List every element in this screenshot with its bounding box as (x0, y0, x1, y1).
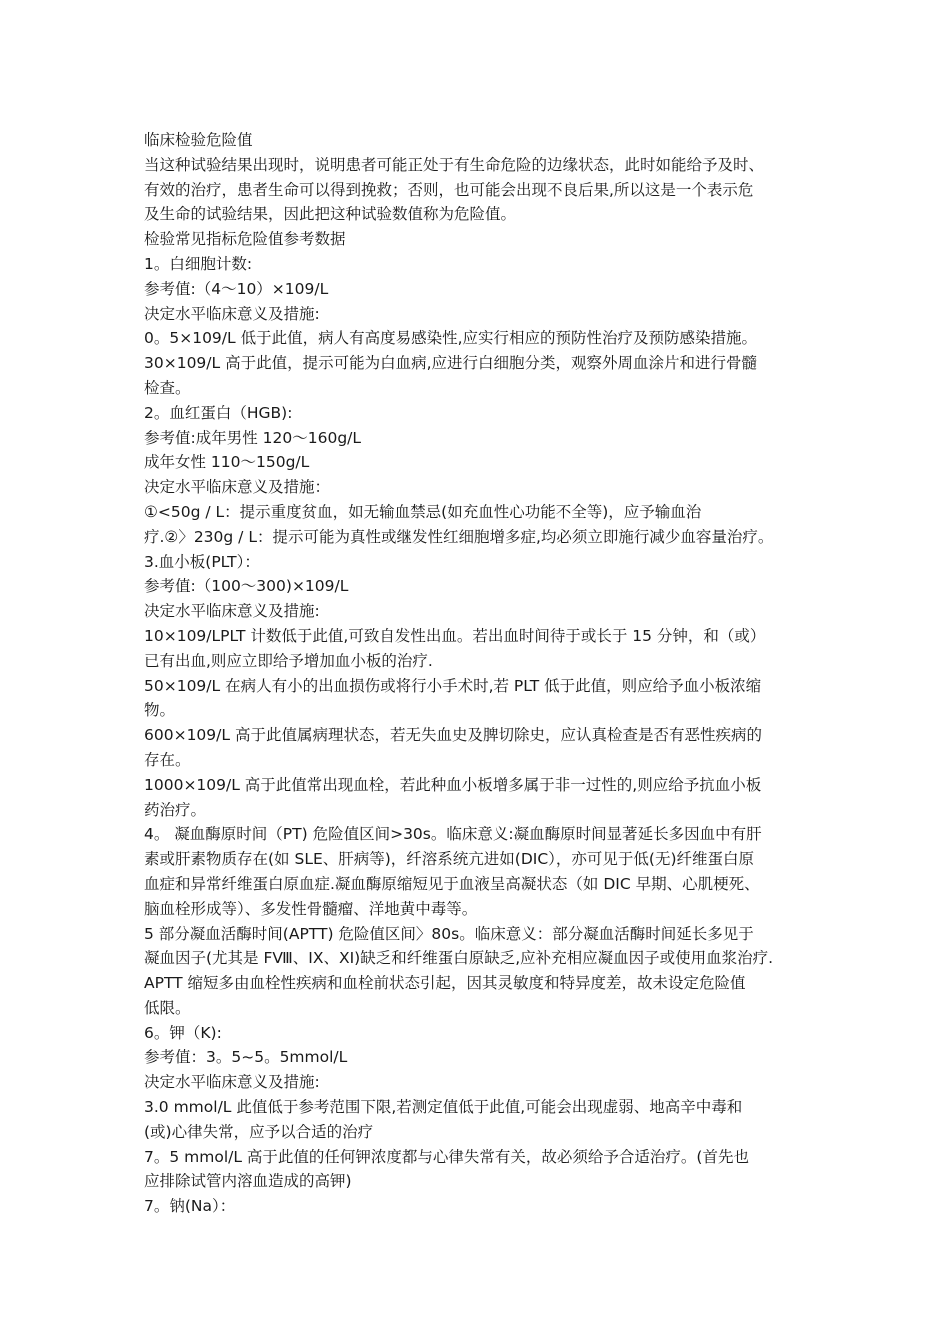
decision-level-label: 决定水平临床意义及措施: (144, 1073, 320, 1092)
text-line: 30×109/L 高于此值，提示可能为白血病,应进行白细胞分类，观察外周血涂片和进行骨髓 (144, 354, 758, 373)
item-heading-sodium: 7。钠(Na）： (144, 1197, 236, 1216)
text-line: 7。5 mmol/L 高于此值的任何钾浓度都与心律失常有关，故必须给予合适治疗。(首先也 (144, 1147, 749, 1166)
text-line: 0。5×109/L 低于此值，病人有高度易感染性,应实行相应的预防性治疗及预防感染措施。 (144, 329, 758, 348)
reference-value: 参考值:（4～10）×109/L (144, 279, 329, 298)
text-line: (或)心律失常，应予以合适的治疗 (144, 1122, 374, 1141)
text-line: 凝血因子(尤其是 FⅧ、IX、XI)缺乏和纤维蛋白原缺乏,应补充相应凝血因子或使用血浆治疗. (144, 949, 774, 968)
text-line: 3.0 mmol/L 此值低于参考范围下限,若测定值低于此值,可能会出现虚弱、地高辛中毒和 (144, 1098, 743, 1117)
text-line: 10×109/LPLT 计数低于此值,可致自发性出血。若出血时间待于或长于 15 分钟，和（或） (144, 626, 766, 645)
text-line: APTT 缩短多由血栓性疾病和血栓前状态引起，因其灵敏度和特异度差，故未设定危险值 (144, 974, 746, 993)
item-heading-aptt: 5 部分凝血活酶时间(APTT) 危险值区间〉80s。临床意义：部分凝血活酶时间延长多见于 (144, 924, 754, 943)
text-line: 存在。 (144, 750, 191, 769)
text-line: 1000×109/L 高于此值常出现血栓，若此种血小板增多属于非一过性的,则应给予抗血小板 (144, 775, 762, 794)
item-heading-potassium: 6。钾（K): (144, 1023, 222, 1042)
text-line: 应排除试管内溶血造成的高钾) (144, 1172, 352, 1191)
text-line: 检查。 (144, 378, 191, 397)
item-heading-plt: 3.血小板(PLT）： (144, 552, 260, 571)
text-line: 药治疗。 (144, 800, 207, 819)
intro-paragraph-line: 当这种试验结果出现时，说明患者可能正处于有生命危险的边缘状态，此时如能给予及时、 (144, 155, 765, 174)
decision-level-label: 决定水平临床意义及措施: (144, 304, 320, 323)
text-line: 物。 (144, 701, 176, 720)
reference-value: 参考值:（100～300)×109/L (144, 577, 349, 596)
decision-level-label: 决定水平临床意义及措施: (144, 602, 320, 621)
text-line: 脑血栓形成等）、多发性骨髓瘤、洋地黄中毒等。 (144, 899, 478, 918)
text-line: 疗.②〉230g / L：提示可能为真性或继发性红细胞增多症,均必须立即施行减少血容量治疗。 (144, 527, 774, 546)
intro-paragraph-line: 有效的治疗，患者生命可以得到挽救；否则，也可能会出现不良后果,所以这是一个表示危 (144, 180, 754, 199)
text-line: 低限。 (144, 998, 191, 1017)
reference-value: 参考值:成年男性 120～160g/L (144, 428, 362, 447)
document-title: 临床检验危险值 (144, 131, 253, 149)
item-heading-pt: 4。 凝血酶原时间（PT) 危险值区间>30s。临床意义:凝血酶原时间显著延长多因血中有肝 (144, 825, 762, 844)
reference-value: 参考值：3。5~5。5mmol/L (144, 1048, 348, 1067)
text-line: 50×109/L 在病人有小的出血损伤或将行小手术时,若 PLT 低于此值，则应给予血小板浓缩 (144, 676, 762, 695)
text-line: 600×109/L 高于此值属病理状态，若无失血史及脾切除史，应认真检查是否有恶性疾病的 (144, 726, 762, 745)
section-heading: 检验常见指标危险值参考数据 (144, 230, 346, 249)
text-line: 素或肝素物质存在(如 SLE、肝病等)，纤溶系统亢进如(DIC），亦可见于低(无)纤维蛋白原 (144, 850, 755, 869)
text-line: 已有出血,则应立即给予增加血小板的治疗. (144, 651, 433, 670)
text-line: 血症和异常纤维蛋白原血症.凝血酶原缩短见于血液呈高凝状态（如 DIC 早期、心肌梗死、 (144, 874, 760, 893)
document-body (144, 128, 820, 1219)
item-heading-hgb: 2。血红蛋白（HGB): (144, 403, 293, 422)
text-line: ①<50g / L：提示重度贫血，如无输血禁忌(如充血性心功能不全等)，应予输血治 (144, 502, 702, 521)
reference-value: 成年女性 110～150g/L (144, 453, 310, 472)
item-heading-wbc: 1。白细胞计数: (144, 254, 253, 273)
decision-level-label: 决定水平临床意义及措施： (144, 478, 331, 497)
intro-paragraph-line: 及生命的试验结果，因此把这种试验数值称为危险值。 (144, 205, 517, 224)
